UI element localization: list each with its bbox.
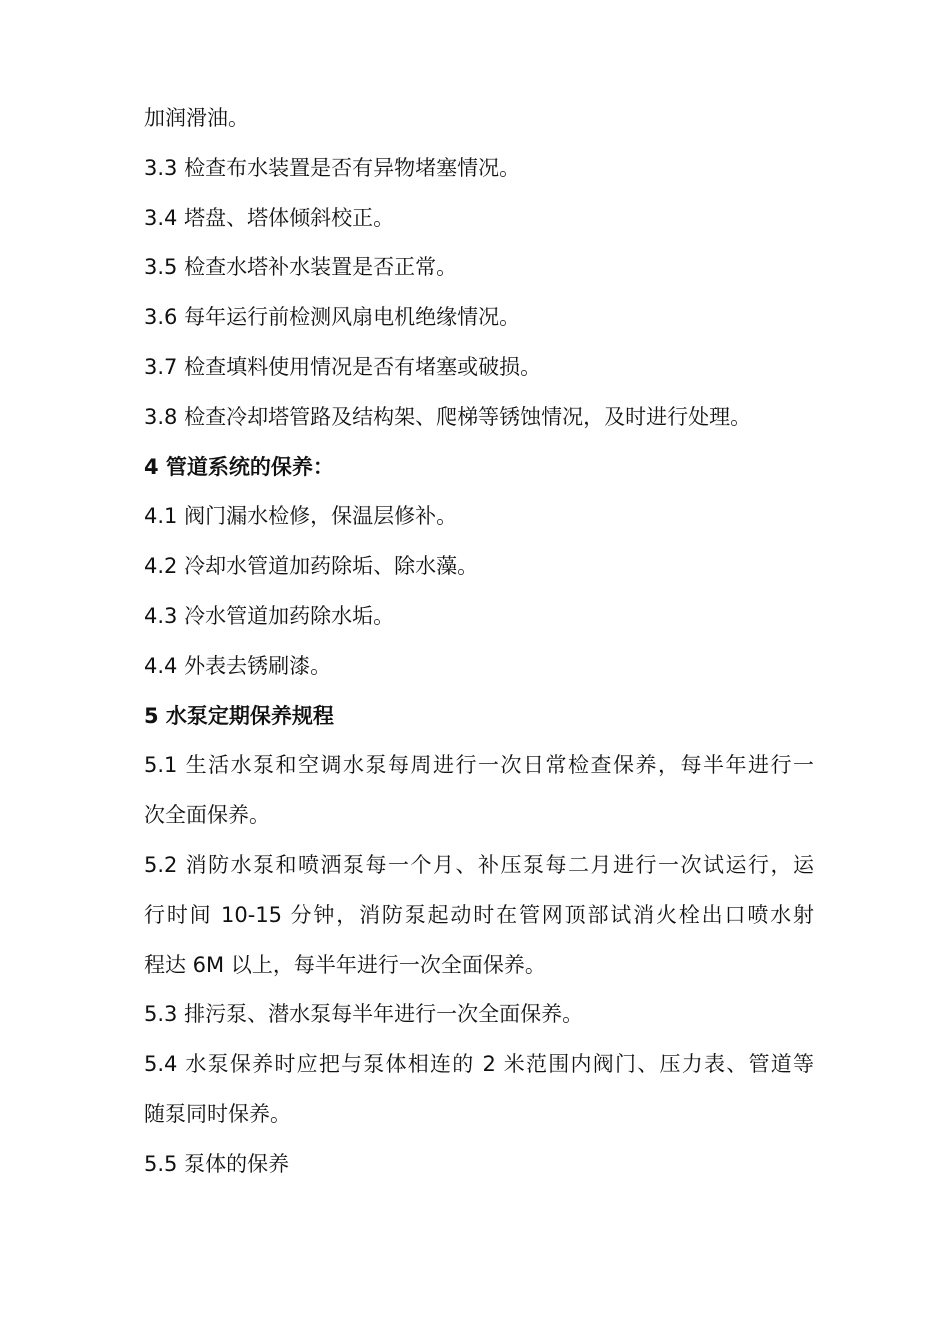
- item-5-4-line-1: 5.4 水泵保养时应把与泵体相连的 2 米范围内阀门、压力表、管道等: [144, 1052, 814, 1077]
- item-5-2-line-2: 行时间 10-15 分钟，消防泵起动时在管网顶部试消火栓出口喷水射: [144, 902, 814, 927]
- item-4-4: 4.4 外表去锈刷漆。: [144, 653, 332, 678]
- item-5-4-line-2: 随泵同时保养。: [144, 1101, 291, 1126]
- section-heading-5: 5 水泵定期保养规程: [144, 703, 334, 728]
- item-5-5: 5.5 泵体的保养: [144, 1151, 290, 1176]
- document-page: [144, 94, 814, 1190]
- item-5-2-line-3: 程达 6M 以上，每半年进行一次全面保养。: [144, 952, 546, 977]
- item-5-1-line-2: 次全面保养。: [144, 803, 270, 828]
- item-4-3: 4.3 冷水管道加药除水垢。: [144, 603, 395, 628]
- text-line-continuation: 加润滑油。: [144, 106, 249, 130]
- item-3-5: 3.5 检查水塔补水装置是否正常。: [144, 255, 458, 280]
- item-3-7: 3.7 检查填料使用情况是否有堵塞或破损。: [144, 354, 542, 379]
- item-3-3: 3.3 检查布水装置是否有异物堵塞情况。: [144, 155, 521, 180]
- item-3-8: 3.8 检查冷却塔管路及结构架、爬梯等锈蚀情况，及时进行处理。: [144, 404, 752, 429]
- item-4-1: 4.1 阀门漏水检修，保温层修补。: [144, 504, 458, 529]
- section-heading-4: 4 管道系统的保养：: [144, 454, 334, 479]
- item-5-3: 5.3 排污泵、潜水泵每半年进行一次全面保养。: [144, 1002, 584, 1027]
- item-5-1-line-1: 5.1 生活水泵和空调水泵每周进行一次日常检查保养，每半年进行一: [144, 753, 814, 778]
- item-4-2: 4.2 冷却水管道加药除垢、除水藻。: [144, 554, 479, 579]
- item-3-6: 3.6 每年运行前检测风扇电机绝缘情况。: [144, 305, 521, 330]
- item-5-2-line-1: 5.2 消防水泵和喷洒泵每一个月、补压泵每二月进行一次试运行，运: [144, 852, 814, 877]
- item-3-4: 3.4 塔盘、塔体倾斜校正。: [144, 205, 395, 230]
